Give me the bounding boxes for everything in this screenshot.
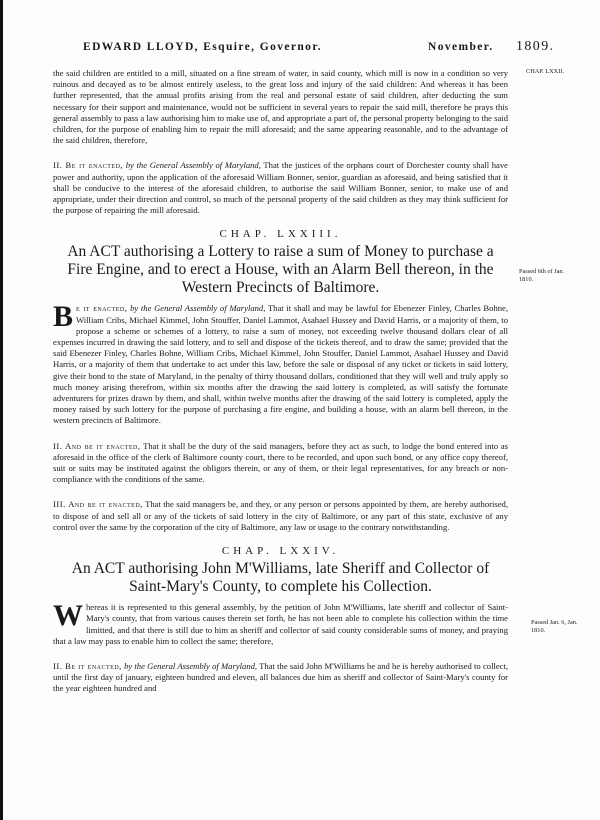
act74-preamble-text: hereas it is represented to this general assembly, by the petition of John M'Williams, late sheriff and collector of Saint-Mary's county, that from various causes therein set forth, he has not been able to complete his collection within the time limitted, and that there is still due to him as sheriff and collector of said county considerable sums of money, and praying that a law may pass to enable him to collect the same; therefore, [53,602,508,646]
running-head-year: 1809. [516,39,555,54]
act74-section-2-authority: by the General Assembly of Maryland, [124,660,258,671]
act72-section-2-lead: II. Be it enacted, [53,160,124,171]
act72-continued-text: the said children are entitled to a mill, situated on a fine stream of water, in said county, which mill is now in a condition so very ruinous and decayed as to be almost entirely useless, to the great loss and injury of the said children: And whereas it has been further represented, that the annual profits arising from the real and personal estate of said children, after deducting the sum necessary for their support and maintenance, would not be sufficient in several years to repair the said mill, therefore he prays this general assembly to pass a law authorising him to make use of, and appropriate a part of, the personal property belonging to the said children, for the purpose of enabling him to repair the mill aforesaid; and the same appearing reasonable, and to the advantage of the said children, therefore, [53,68,508,146]
act73-section-2-lead: II. And be it enacted, [53,440,141,451]
act73-section-3 [53,499,508,533]
margin-note-passed-lxxiv: Passed Jan. 6, Jan. 1810. [531,619,578,634]
act73-section-3-text: That the said managers be, and they, or any person or persons appointed by them, are hereby authorised, to dispose of and sell all or any of the tickets of said lottery in the city of Baltimore, or any part of this state, exclusive of any control over the same by the corporation of the city of Baltimore, any law or usage to the contrary notwithstanding. [53,499,508,532]
act74-preamble [53,599,508,647]
act74-title: An ACT authorising John M'Williams, late Sheriff and Collector of Saint-Mary's County, to complete his Collection. [71,560,490,596]
act73-section-3-lead: III. And be it enacted, [53,499,143,510]
act74-dropcap: W [53,599,83,633]
running-head-month: November. [428,41,494,53]
margin-note-passed-lxxiii: Passed 6th of Jan. 1810. [519,268,565,283]
act72-section-2 [53,160,508,216]
act74-chapter-heading: CHAP. LXXIV. [221,545,340,558]
act73-section-1-authority: by the General Assembly of Maryland, [130,303,266,314]
act72-section-2-text: That the justices of the orphans court of Dorchester county shall have power and authority, upon the application of the aforesaid William Bonner, senior, guardian as aforesaid, and being satisfied that it shall be conducive to the interest of the aforesaid children, to authorise the said William Bonner, senior, to make use of and appropriate, under their direction and control, so much of the personal property of the said children as they may think sufficient for the purpose of repairing the mill aforesaid. [53,160,508,216]
running-head-title: EDWARD LLOYD, Esquire, Governor. [83,41,323,53]
act72-section-2-authority: by the General Assembly of Maryland, [125,160,261,171]
act74-section-2-text: That the said John M'Williams be and he is hereby authorised to collect, until the first day of january, eighteen hundred and eleven, all balances due him as sheriff and collector of Saint-Mary's county for the year eighteen hundred and [53,660,509,694]
act73-section-2 [53,441,508,486]
act73-dropcap: B [53,300,74,334]
act74-section-2 [53,661,508,695]
act74-section-2-lead: II. Be it enacted, [53,660,122,671]
act73-title: An ACT authorising a Lottery to raise a sum of Money to purchase a Fire Engine, and to erect a House, with an Alarm Bell thereon, in the Western Precincts of Baltimore. [67,243,494,297]
act73-section-1-text: That it shall and may be lawful for Ebenezer Finley, Charles Bohne, William Cribs, Michael Kimmel, John Stouffer, Daniel Lammot, Asahael Hussey and David Harris, or a majority of them, to propose a scheme or schemes of a lottery, to raise a sum of money, not exceeding twelve thousand dollars clear of all expenses incurred in drawing the said lottery, and to sell and dispose of the tickets thereof, and to draw the same; provided that the said Ebenezer Finley, Charles Bohne, William Cribs, Michael Kimmel, John Stouffer, Daniel Lammot, Asahael Hussey and David Harris, or a majority of them that undertake to act under this law, before the sale or disposal of any ticket or tickets in said lottery, give their bond to the state of Maryland, in the penalty of thirty thousand dollars, conditioned that they will well and truly apply so much money arising therefrom, within six months after the drawing the said lottery is completed, as will satisfy the fortunate adventurers for prizes drawn by them, and shall, within twelve months after the drawing of the said lottery is completed, apply the money raised by such lottery for the purpose of purchasing a fire engine, and building a house, with an alarm bell thereon, in the western precincts of Baltimore. [53,303,508,426]
body-column [53,68,508,695]
act73-section-1-lead: e it enacted, [76,303,128,314]
act73-section-2-text: That it shall be the duty of the said managers, before they act as such, to lodge the bond entered into as aforesaid in the office of the clerk of Baltimore county court, there to be recorded, and upon such bond, or any office copy thereof, suit or suits may be instituted against the obligors therein, or any of them, or their legal representatives, for any breach or non-compliance with the conditions of the same. [53,440,508,485]
margin-note-chapter-ref: CHAP. LXXII. [526,68,564,75]
act73-section-1 [53,300,508,426]
act73-chapter-heading: CHAP. LXXIII. [219,228,342,241]
